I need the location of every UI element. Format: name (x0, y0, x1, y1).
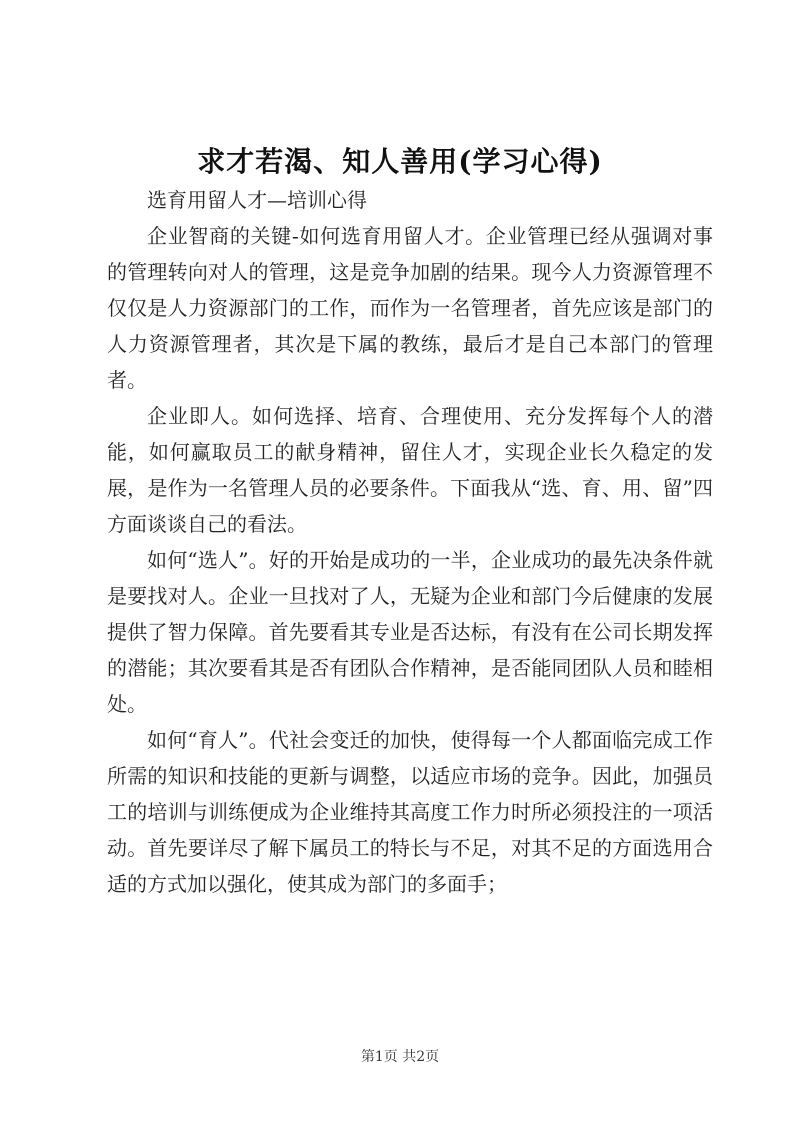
paragraph-subtitle: 选育用留人才—培训心得 (147, 188, 367, 212)
page-footer (0, 1046, 800, 1066)
document-title: 求才若渴、知人善用(学习心得) (197, 145, 603, 178)
page-number-text: 第1页 共2页 (360, 1049, 440, 1065)
paragraph-4: 如何“育人”。代社会变迁的加快，使得每一个人都面临完成工作所需的知识和技能的更新与调整，以适应市场的竞争。因此，加强员工的培训与训练便成为企业维持其高度工作力时所必须投注的一项活动。首先要详尽了解下属员工的特长与不足，对其不足的方面选用合适的方式加以强化，使其成为部门的多面手； (107, 728, 713, 896)
paragraph-1: 企业智商的关键-如何选育用留人才。企业管理已经从强调对事的管理转向对人的管理，这是竞争加剧的结果。现今人力资源管理不仅仅是人力资源部门的工作，而作为一名管理者，首先应该是部门的人力资源管理者，其次是下属的教练，最后才是自己本部门的管理者。 (107, 224, 713, 392)
paragraph-3: 如何“选人”。好的开始是成功的一半，企业成功的最先决条件就是要找对人。企业一旦找对了人，无疑为企业和部门今后健康的发展提供了智力保障。首先要看其专业是否达标，有没有在公司长期发挥的潜能；其次要看其是否有团队合作精神，是否能同团队人员和睦相处。 (107, 548, 713, 716)
paragraph-2: 企业即人。如何选择、培育、合理使用、充分发挥每个人的潜能，如何赢取员工的献身精神，留住人才，实现企业长久稳定的发展，是作为一名管理人员的必要条件。下面我从“选、育、用、留”四方面谈谈自己的看法。 (107, 404, 713, 536)
document-body (107, 182, 713, 902)
